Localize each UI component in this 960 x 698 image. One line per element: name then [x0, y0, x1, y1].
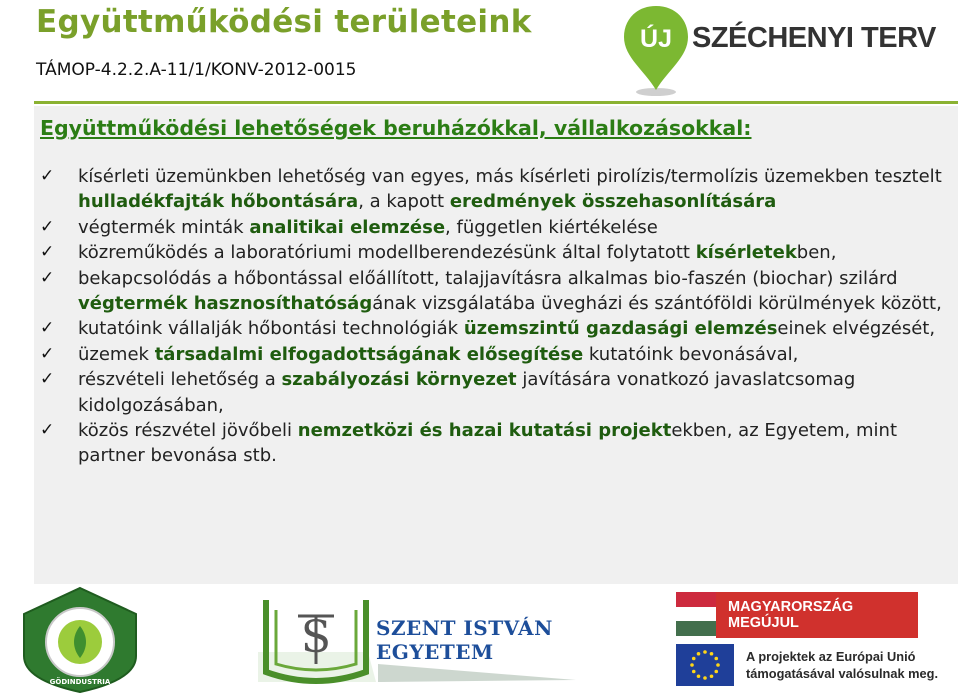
highlight-text: hulladékfajták hőbontására: [78, 191, 359, 213]
item-text: közreműködés a laboratóriumi modellberendezésünk által folytatott: [78, 242, 696, 264]
item-text: , a kapott: [358, 191, 450, 213]
highlight-text: végtermék hasznosíthatóság: [78, 293, 373, 315]
item-text: közös részvétel jövőbeli: [78, 420, 298, 442]
eu-star-icon: [714, 657, 718, 661]
highlight-text: eredmények összehasonlítására: [449, 191, 777, 213]
sie-name-line2: EGYETEM: [376, 640, 494, 664]
szechenyi-terv-logo: [620, 2, 940, 98]
svg-text:S: S: [300, 612, 332, 663]
project-code: TÁMOP-4.2.2.A-11/1/KONV-2012-0015: [36, 60, 357, 80]
godindustria-logo: [6, 584, 154, 694]
eu-support-logo: [676, 644, 946, 688]
hungarian-flag-icon: [676, 592, 716, 636]
item-text: ekben, az Egyetem, mint partner bevonása stb.: [78, 420, 897, 467]
highlight-text: szabályozási környezet: [281, 369, 517, 391]
checkmark-icon: ✓: [40, 318, 55, 339]
list-item: [34, 367, 954, 418]
eu-star-icon: [690, 663, 694, 667]
eu-star-icon: [692, 657, 696, 661]
checkmark-icon: ✓: [40, 267, 55, 288]
eu-star-icon: [710, 674, 714, 678]
item-text: végtermék minták: [78, 216, 250, 238]
content-panel: [34, 106, 958, 584]
item-text: üzemek: [78, 343, 155, 365]
eu-star-icon: [697, 674, 701, 678]
page-title: Együttműködési területeink: [36, 4, 532, 40]
item-text: bekapcsolódás a hőbontással előállított, talajjavításra alkalmas bio-faszén (biochar) szilárd: [78, 267, 898, 289]
eu-star-icon: [703, 650, 707, 654]
eu-star-icon: [716, 663, 720, 667]
eu-text-line2: támogatásával valósulnak meg.: [746, 666, 939, 681]
eu-star-icon: [692, 670, 696, 674]
list-item: [34, 215, 954, 240]
highlight-text: analitikai elemzése: [249, 216, 446, 238]
eu-flag-icon: [676, 644, 734, 686]
list-item: [34, 418, 954, 469]
header-divider: [34, 101, 958, 104]
list-item: [34, 316, 954, 341]
cooperation-list: [34, 164, 954, 469]
list-item: [34, 164, 954, 215]
item-text: kutatóink bevonásával,: [583, 343, 799, 365]
eu-star-icon: [703, 676, 707, 680]
highlight-text: kísérletek: [695, 242, 797, 264]
list-item: [34, 266, 954, 317]
item-text: einek elvégzését,: [777, 318, 936, 340]
szechenyi-pin-icon: [620, 2, 694, 98]
list-item: [34, 240, 954, 265]
highlight-text: nemzetközi és hazai kutatási projekt: [297, 420, 672, 442]
footer-logos: [0, 584, 960, 696]
checkmark-icon: ✓: [40, 216, 55, 237]
item-text: , független kiértékelése: [445, 216, 658, 238]
item-text: javítására vonatkozó javaslatcsomag kidolgozásában,: [78, 369, 856, 416]
eu-star-icon: [714, 670, 718, 674]
sie-name-line1: SZENT ISTVÁN: [376, 616, 553, 640]
szechenyi-badge: ÚJ: [640, 25, 672, 53]
eu-star-icon: [710, 652, 714, 656]
checkmark-icon: ✓: [40, 369, 55, 390]
szent-istvan-logo: [258, 594, 578, 686]
godindustria-text: GÖDINDUSTRIA: [49, 678, 111, 686]
section-title: Együttműködési lehetőségek beruházókkal, vállalkozásokkal:: [40, 116, 752, 140]
godindustria-emblem-icon: [6, 584, 154, 694]
highlight-text: társadalmi elfogadottságának elősegítése: [154, 343, 584, 365]
checkmark-icon: ✓: [40, 343, 55, 364]
item-text: ának vizsgálatába üvegházi és szántóföldi körülmények között,: [372, 293, 942, 315]
checkmark-icon: ✓: [40, 242, 55, 263]
magyarorszag-megujul-logo: [676, 592, 918, 638]
eu-star-icon: [697, 652, 701, 656]
item-text: kutatóink vállalják hőbontási technológiák: [78, 318, 464, 340]
item-text: kísérleti üzemünkben lehetőség van egyes, más kísérleti pirolízis/termolízis üzemekben tesztelt: [78, 166, 942, 187]
checkmark-icon: ✓: [40, 166, 55, 186]
mm-text: MAGYARORSZÁG MEGÚJUL: [716, 592, 918, 638]
highlight-text: üzemszintű gazdasági elemzés: [463, 318, 778, 340]
list-item: [34, 342, 954, 367]
checkmark-icon: ✓: [40, 420, 55, 441]
item-text: részvételi lehetőség a: [78, 369, 282, 391]
eu-text-line1: A projektek az Európai Unió: [746, 649, 916, 664]
item-text: ben,: [796, 242, 837, 264]
szechenyi-text: SZÉCHENYI TERV: [692, 22, 936, 54]
